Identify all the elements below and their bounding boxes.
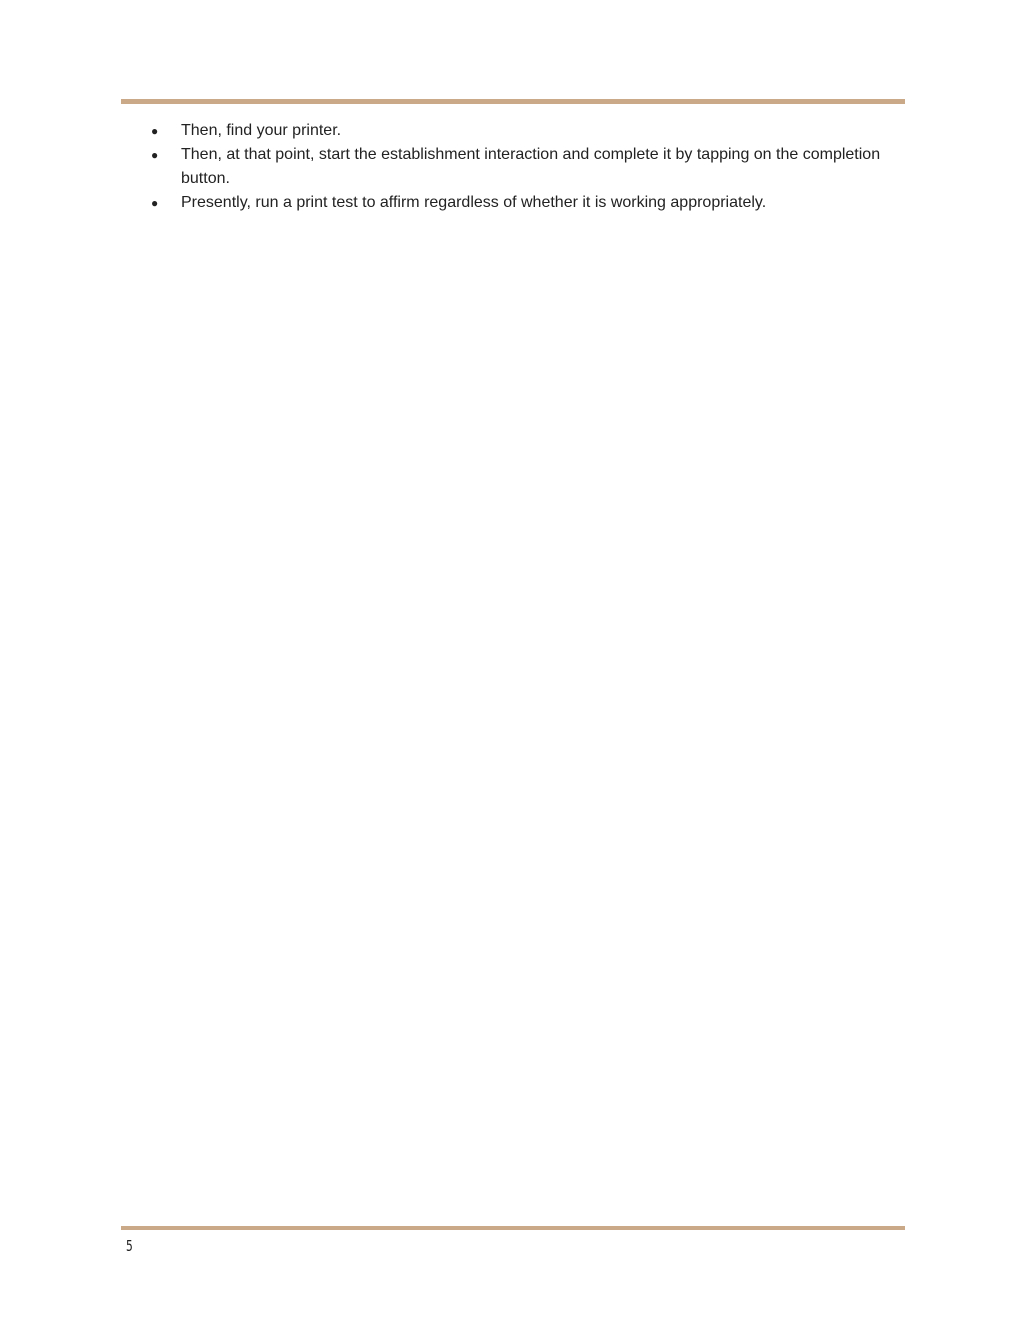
top-divider bbox=[121, 99, 905, 104]
bullet-icon: ● bbox=[151, 148, 159, 162]
bullet-icon: ● bbox=[151, 124, 159, 138]
bullet-icon: ● bbox=[151, 196, 159, 210]
list-item bbox=[121, 119, 905, 143]
list-item bbox=[121, 143, 905, 191]
list-item-text: Presently, run a print test to affirm regardless of whether it is working appropriately. bbox=[181, 194, 767, 211]
list-item bbox=[121, 191, 905, 215]
list-item-text: Then, find your printer. bbox=[181, 122, 342, 139]
page-number: 5 bbox=[126, 1237, 133, 1255]
list-item-text: Then, at that point, start the establishment interaction and complete it by tapping on the completion button. bbox=[181, 146, 881, 187]
bottom-divider bbox=[121, 1226, 905, 1230]
bullet-list bbox=[121, 119, 905, 215]
